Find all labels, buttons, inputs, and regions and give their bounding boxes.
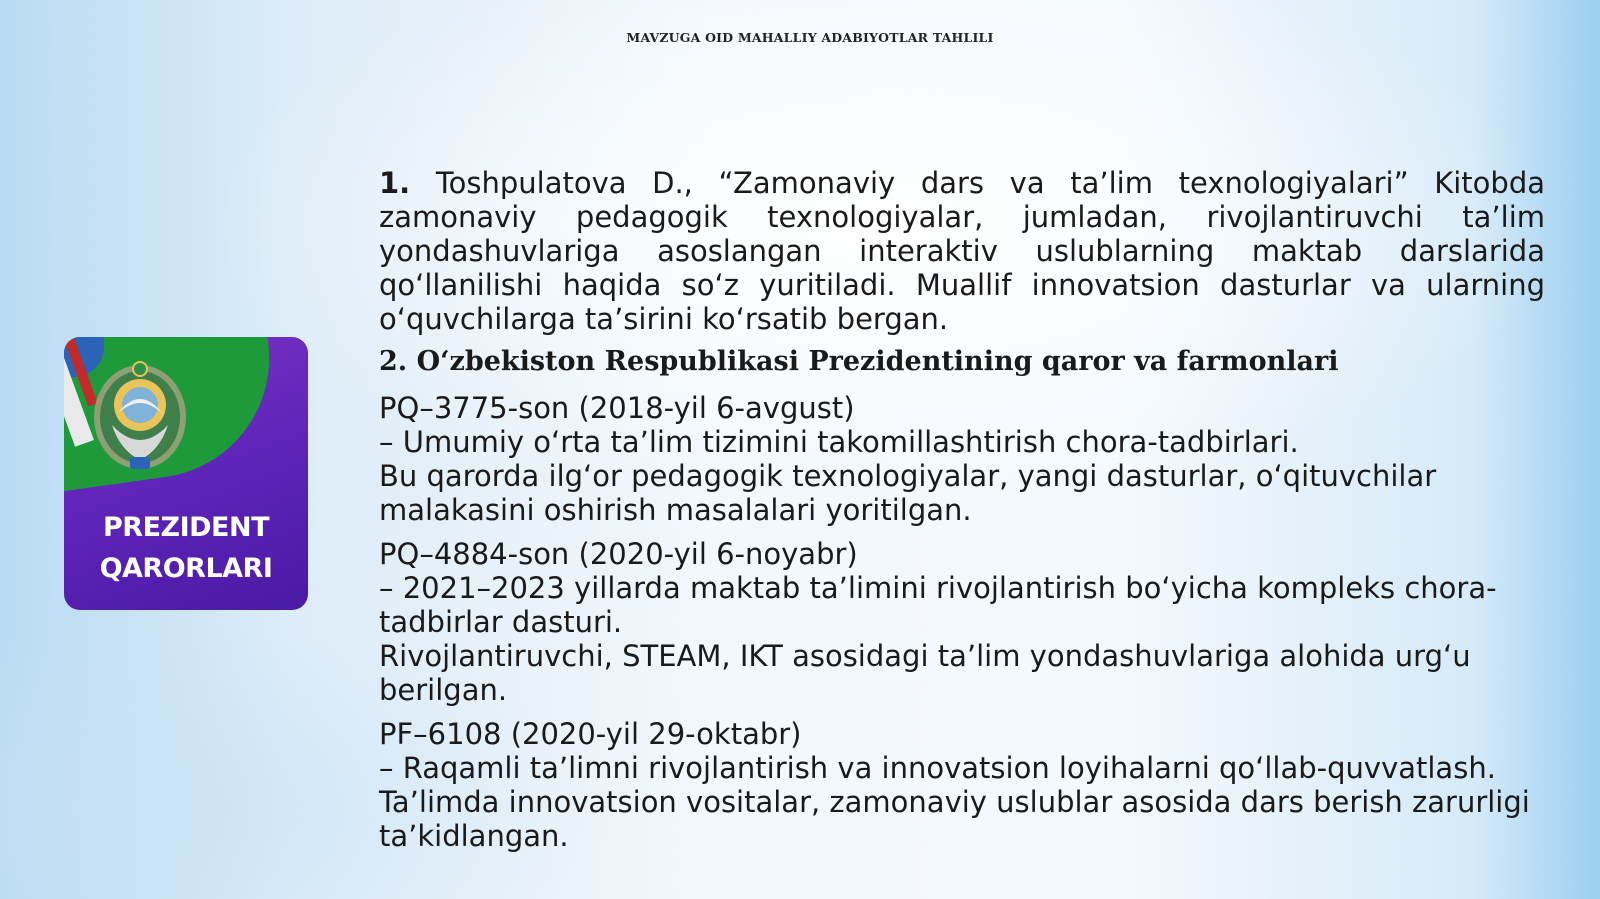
decree-title: PQ–4884-son (2020-yil 6-noyabr): [379, 537, 858, 571]
item-text: Toshpulatova D., “Zamonaviy dars va ta’lim texnologiyalari” Kitobda zamonaviy pedagogik texnologiyalar, jumladan, rivojlantiruvchi ta’lim yondashuvlariga asoslangan interaktiv uslublarning maktab darslarida qo‘llanilishi haqida so‘z yuritiladi. Muallif innovatsion dasturlar va ularning o‘quvchilarga ta’sirini ko‘rsatib bergan.: [379, 166, 1545, 336]
uzbekistan-emblem-icon: [90, 355, 190, 475]
decree-title: PQ–3775-son (2018-yil 6-avgust): [379, 391, 855, 425]
badge-label-line2: QARORLARI: [99, 553, 273, 584]
main-content: [379, 166, 1545, 853]
decree-note: Bu qarorda ilg‘or pedagogik texnologiyalar, yangi dasturlar, o‘qituvchilar malakasini oshirish masalalari yoritilgan.: [379, 459, 1437, 527]
item-number: 1.: [379, 166, 411, 200]
decree-block: [379, 391, 1545, 527]
decree-description: – Raqamli ta’limni rivojlantirish va innovatsion loyihalarni qo‘llab-quvvatlash.: [379, 751, 1496, 785]
prezident-qarorlari-badge: [64, 337, 308, 610]
slide-title: MAVZUGA OID MAHALLIY ADABIYOTLAR TAHLILI: [626, 30, 994, 45]
badge-label-line1: PREZIDENT: [102, 512, 270, 543]
badge-label: [64, 507, 308, 589]
decree-note: Rivojlantiruvchi, STEAM, IKT asosidagi ta’lim yondashuvlariga alohida urg‘u berilgan.: [379, 639, 1471, 707]
decree-description: – Umumiy o‘rta ta’lim tizimini takomillashtirish chora-tadbirlari.: [379, 425, 1299, 459]
decree-title: PF–6108 (2020-yil 29-oktabr): [379, 717, 802, 751]
section-heading: 2. O‘zbekiston Respublikasi Prezidentining qaror va farmonlari: [379, 346, 1339, 377]
decree-note: Ta’limda innovatsion vositalar, zamonaviy uslublar asosida dars berish zarurligi ta’kidlangan.: [379, 785, 1530, 853]
decree-description: – 2021–2023 yillarda maktab ta’limini rivojlantirish bo‘yicha kompleks chora-tadbirlar dasturi.: [379, 571, 1497, 639]
decree-block: [379, 537, 1545, 707]
literature-item-1: [379, 166, 1545, 336]
decree-block: [379, 717, 1545, 853]
